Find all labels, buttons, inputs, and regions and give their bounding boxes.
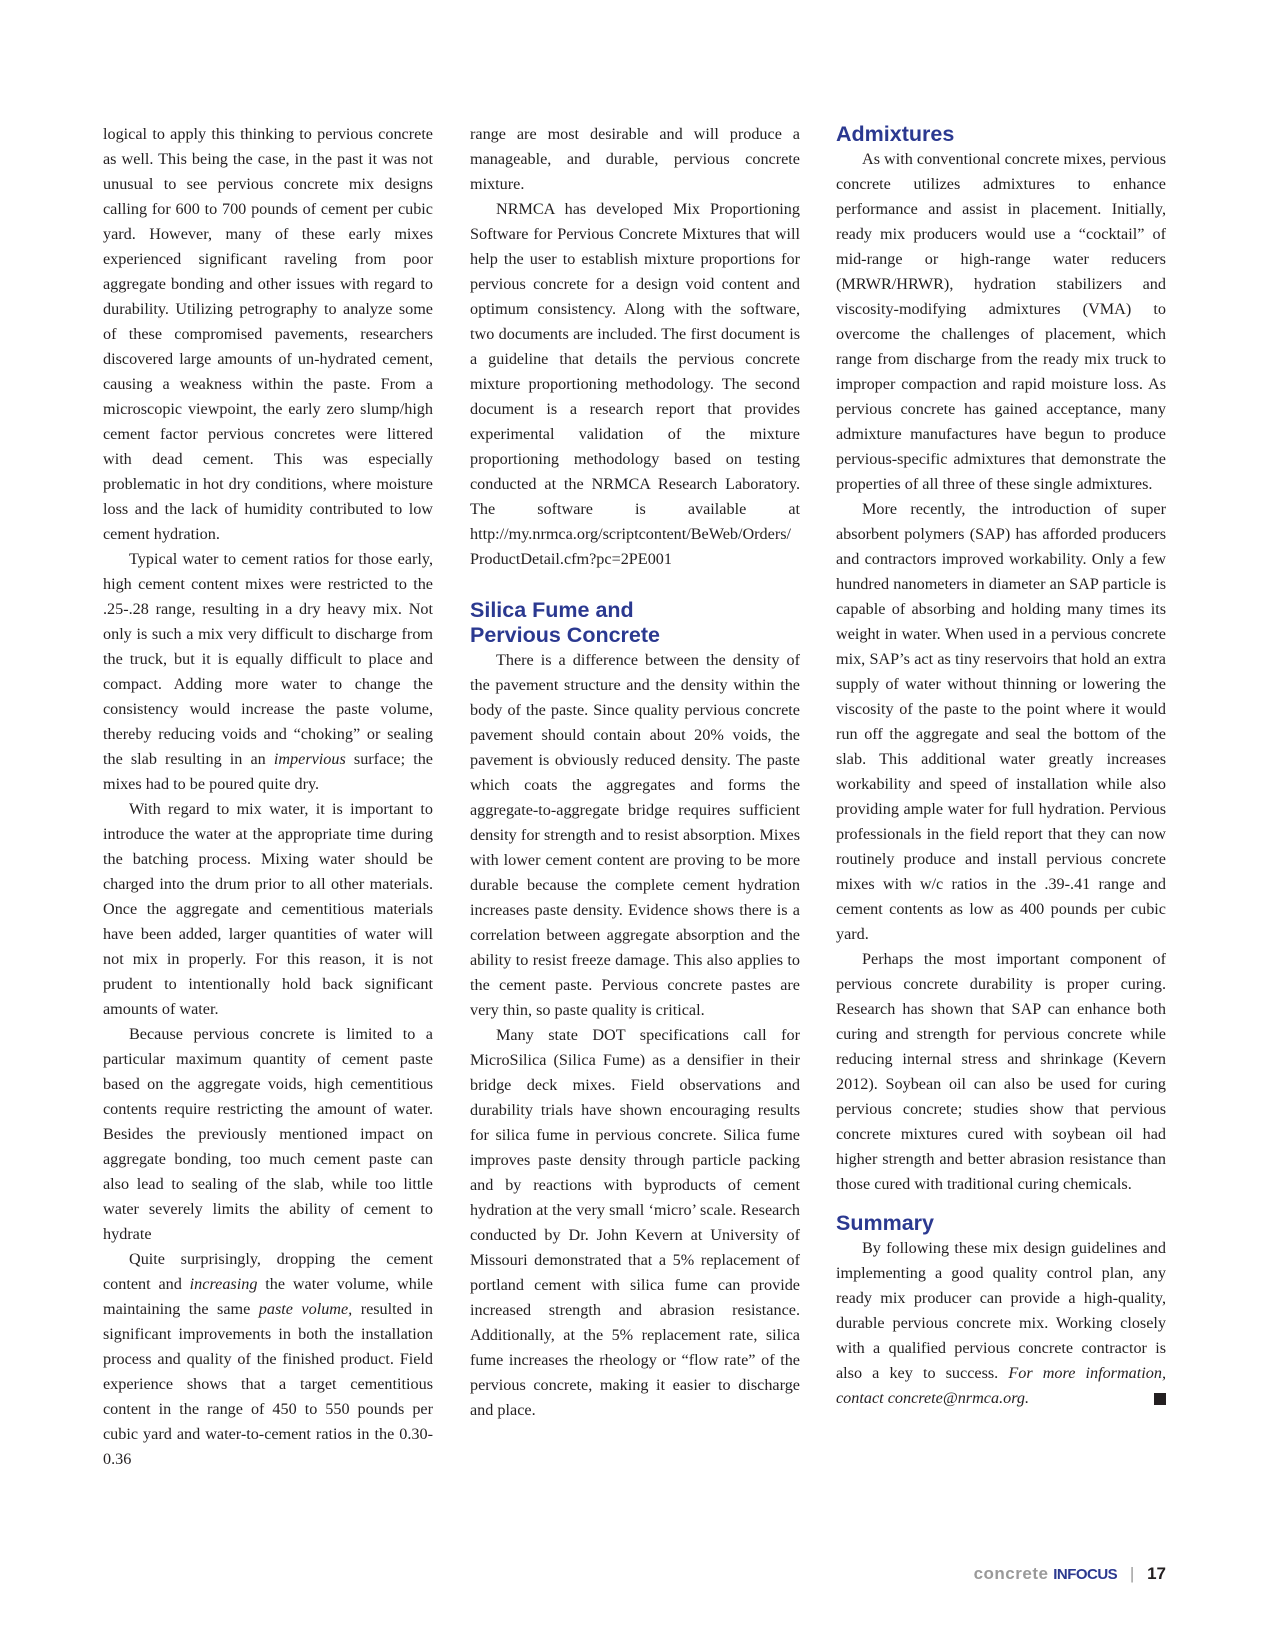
text-run: surface; the mixes had to be poured quite dry. bbox=[103, 750, 433, 793]
paragraph: There is a difference between the density of the pavement structure and the density within the body of the paste. Since quality pervious concrete pavement should contain about 20% voids, the pavement is obviously reduced density. The paste which coats the aggregates and forms the aggregate-to-aggregate bridge requires sufficient density for strength and to resist absorption. Mixes with lower cement content are proving to be more durable because the complete cement hydration increases paste density. Evidence shows there is a correlation between aggregate absorption and the ability to resist freeze damage. This also applies to the cement paste. Pervious concrete pastes are very thin, so paste quality is critical. bbox=[470, 651, 800, 1019]
paragraph: More recently, the introduction of super absorbent polymers (SAP) has afforded producers and contractors improved workability. Only a few hundred nanometers in diameter an SAP particle is capable of absorbing and holding many times its weight in water. When used in a pervious concrete mix, SAP’s act as tiny reservoirs that hold an extra supply of water without thinning or lowering the viscosity of the paste to the point where it would run off the aggregate and seal the bottom of the slab. This additional water greatly increases workability and speed of installation while also providing ample water for full hydration. Pervious professionals in the field report that they can now routinely produce and install pervious concrete mixes with w/c ratios in the .39-.41 range and cement contents as low as 400 pounds per cubic yard. bbox=[836, 500, 1166, 943]
paragraph bbox=[836, 1236, 1166, 1411]
section-heading-silica-fume bbox=[470, 598, 800, 648]
text-run: resulted in significant improvements in both the installation process and quality of the finished product. Field experience shows that a target cementitious content in the range of 450 to 550 pounds per cubic yard and water-to-cement ratios in the 0.30-0.36 bbox=[103, 1300, 433, 1468]
heading-line: Pervious Concrete bbox=[470, 623, 660, 647]
paragraph: NRMCA has developed Mix Proportioning Software for Pervious Concrete Mixtures that will help the user to establish mixture proportions for pervious concrete for a design void content and optimum consistency. Along with the software, two documents are included. The first document is a guideline that details the pervious concrete mixture proportioning methodology. The second document is a research report that provides experimental validation of the mixture proportioning methodology based on testing conducted at the NRMCA Research Laboratory. The software is available at http://my.nrmca.org/scriptcontent/BeWeb/Orders/ProductDetail.cfm?pc=2PE001 bbox=[470, 200, 800, 568]
emphasis: impervious bbox=[273, 750, 346, 768]
paragraph: With regard to mix water, it is important to introduce the water at the appropriate time during the batching process. Mixing water should be charged into the drum prior to all other materials. Once the aggregate and cementitious materials have been added, larger quantities of water will not mix in properly. For this reason, it is not prudent to intentionally hold back significant amounts of water. bbox=[103, 800, 433, 1018]
column-2 bbox=[470, 122, 800, 1423]
paragraph bbox=[103, 547, 433, 797]
text-run: Quite surprisingly, dropping the cement content and bbox=[103, 1250, 433, 1293]
column-1 bbox=[103, 122, 433, 1472]
heading-line: Silica Fume and bbox=[470, 598, 634, 622]
end-of-article-square-icon bbox=[1154, 1393, 1166, 1405]
column-3 bbox=[836, 122, 1166, 1411]
footer-separator: | bbox=[1129, 1564, 1135, 1583]
paragraph: As with conventional concrete mixes, pervious concrete utilizes admixtures to enhance performance and assist in placement. Initially, ready mix producers would use a “cocktail” of mid-range or high-range water reducers (MRWR/HRWR), hydration stabilizers and viscosity-modifying admixtures (VMA) to overcome the challenges of placement, which range from discharge from the ready mix truck to improper compaction and rapid moisture loss. As pervious concrete has gained acceptance, many admixture manufactures have begun to produce pervious-specific admixtures that demonstrate the properties of all three of these single admixtures. bbox=[836, 150, 1166, 493]
paragraph bbox=[103, 1247, 433, 1472]
section-heading-summary: Summary bbox=[836, 1211, 934, 1235]
page-number: 17 bbox=[1147, 1564, 1166, 1583]
paragraph: Many state DOT specifications call for MicroSilica (Silica Fume) as a densifier in their bridge deck mixes. Field observations and durability trials have shown encouraging results for silica fume in pervious concrete. Silica fume improves paste density through particle packing and by reactions with byproducts of cement hydration at the very small ‘micro’ scale. Research conducted by Dr. John Kevern at University of Missouri demonstrated that a 5% replacement of portland cement with silica fume can provide increased strength and abrasion resistance. Additionally, at the 5% replacement rate, silica fume increases the rheology or “flow rate” of the pervious concrete, making it easier to discharge and place. bbox=[470, 1026, 800, 1419]
text-run: By following these mix design guidelines and implementing a good quality control plan, any ready mix producer can provide a high-quality, durable pervious concrete mix. Working closely with a qualified pervious concrete contractor is also a key to success. bbox=[836, 1239, 1166, 1382]
paragraph: range are most desirable and will produce a manageable, and durable, pervious concrete mixture. bbox=[470, 125, 800, 193]
brand-concrete: concrete bbox=[973, 1564, 1049, 1583]
paragraph: Because pervious concrete is limited to a particular maximum quantity of cement paste based on the aggregate voids, high cementitious contents require restricting the amount of water. Besides the previously mentioned impact on aggregate bonding, too much cement paste can also lead to sealing of the slab, while too little water severely limits the ability of cement to hydrate bbox=[103, 1025, 433, 1243]
section-heading-admixtures: Admixtures bbox=[836, 122, 955, 146]
emphasis: paste volume, bbox=[258, 1300, 353, 1318]
emphasis: increasing bbox=[189, 1275, 258, 1293]
text-run: the water volume, while maintaining the same bbox=[103, 1275, 433, 1318]
brand-infocus: INFOCUS bbox=[1053, 1566, 1118, 1583]
paragraph: Perhaps the most important component of pervious concrete durability is proper curing. Research has shown that SAP can enhance both curing and strength for pervious concrete while reducing internal stress and shrinkage (Kevern 2012). Soybean oil can also be used for curing pervious concrete; studies show that pervious concrete mixtures cured with soybean oil had higher strength and better abrasion resistance than those cured with traditional curing chemicals. bbox=[836, 950, 1166, 1193]
contact-link-text: For more information, contact concrete@nrmca.org. bbox=[836, 1364, 1166, 1407]
paragraph: logical to apply this thinking to pervious concrete as well. This being the case, in the past it was not unusual to see pervious concrete mix designs calling for 600 to 700 pounds of cement per cubic yard. However, many of these early mixes experienced significant raveling from poor aggregate bonding and other issues with regard to durability. Utilizing petrography to analyze some of these compromised pavements, researchers discovered large amounts of un-hydrated cement, causing a weakness within the paste. From a microscopic viewpoint, the early zero slump/high cement factor pervious concretes were littered with dead cement. This was especially problematic in hot dry conditions, where moisture loss and the lack of humidity contributed to low cement hydration. bbox=[103, 125, 433, 543]
text-run: Typical water to cement ratios for those early, high cement content mixes were restricted to the .25-.28 range, resulting in a dry heavy mix. Not only is such a mix very difficult to discharge from the truck, but it is equally difficult to place and compact. Adding more water to change the consistency would increase the paste volume, thereby reducing voids and “choking” or sealing the slab resulting in an bbox=[103, 550, 433, 768]
page-footer bbox=[974, 1563, 1166, 1586]
